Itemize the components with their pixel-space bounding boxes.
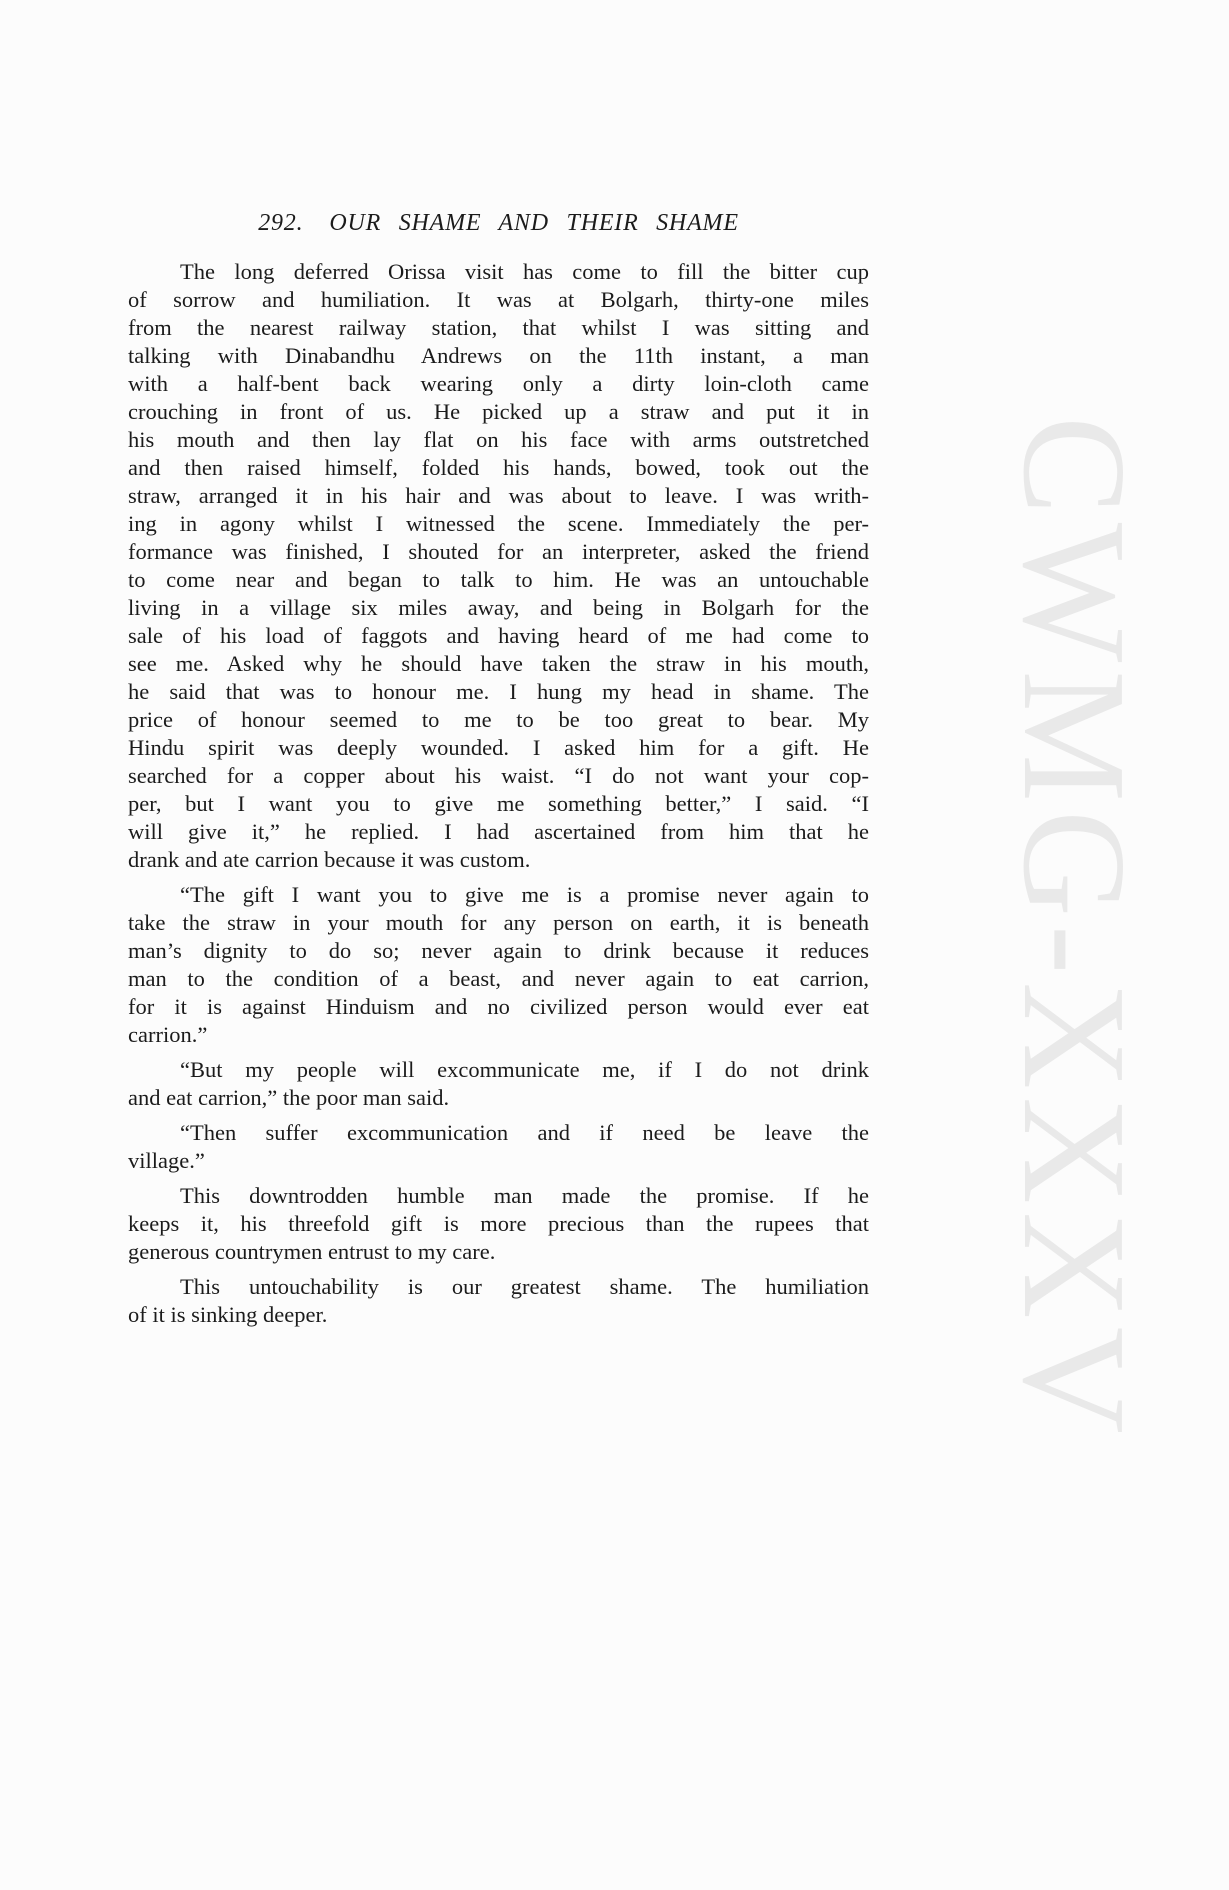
text-line: “But my people will excommunicate me, if I do not drink bbox=[180, 1057, 869, 1082]
text-line: man to the condition of a beast, and never again to eat carrion, bbox=[128, 966, 869, 991]
text-line: of sorrow and humiliation. It was at Bolgarh, thirty-one miles bbox=[128, 287, 869, 312]
text-line: per, but I want you to give me something better,” I said. “I bbox=[128, 791, 869, 816]
text-line: crouching in front of us. He picked up a straw and put it in bbox=[128, 399, 869, 424]
paragraph bbox=[128, 1273, 869, 1329]
text-line: “The gift I want you to give me is a promise never again to bbox=[180, 882, 869, 907]
text-line: from the nearest railway station, that whilst I was sitting and bbox=[128, 315, 869, 340]
text-line: carrion.” bbox=[128, 1022, 208, 1047]
paragraph bbox=[128, 1056, 869, 1112]
text-line: Hindu spirit was deeply wounded. I asked him for a gift. He bbox=[128, 735, 869, 760]
text-line: straw, arranged it in his hair and was about to leave. I was writh- bbox=[128, 483, 869, 508]
text-line: will give it,” he replied. I had ascertained from him that he bbox=[128, 819, 869, 844]
text-line: This untouchability is our greatest shame. The humiliation bbox=[180, 1274, 869, 1299]
paragraph bbox=[128, 1182, 869, 1266]
text-line: and then raised himself, folded his hands, bowed, took out the bbox=[128, 455, 869, 480]
text-line: talking with Dinabandhu Andrews on the 11th instant, a man bbox=[128, 343, 869, 368]
text-line: formance was finished, I shouted for an interpreter, asked the friend bbox=[128, 539, 869, 564]
text-line: The long deferred Orissa visit has come to fill the bitter cup bbox=[180, 259, 869, 284]
chapter-number: 292. bbox=[258, 210, 304, 236]
watermark-text: CWMG-XXXV bbox=[992, 416, 1156, 1442]
text-line: man’s dignity to do so; never again to drink because it reduces bbox=[128, 938, 869, 963]
chapter-title: OUR SHAME AND THEIR SHAME bbox=[329, 210, 739, 236]
text-line: drank and ate carrion because it was custom. bbox=[128, 847, 531, 872]
text-line: he said that was to honour me. I hung my head in shame. The bbox=[128, 679, 869, 704]
text-line: sale of his load of faggots and having heard of me had come to bbox=[128, 623, 869, 648]
text-line: village.” bbox=[128, 1148, 205, 1173]
text-line: This downtrodden humble man made the promise. If he bbox=[180, 1183, 869, 1208]
text-line: and eat carrion,” the poor man said. bbox=[128, 1085, 450, 1110]
paragraph bbox=[128, 1119, 869, 1175]
text-line: his mouth and then lay flat on his face with arms outstretched bbox=[128, 427, 869, 452]
text-line: “Then suffer excommunication and if need be leave the bbox=[180, 1120, 869, 1145]
text-line: price of honour seemed to me to be too great to bear. My bbox=[128, 707, 869, 732]
chapter-heading bbox=[128, 210, 869, 237]
text-line: of it is sinking deeper. bbox=[128, 1302, 328, 1327]
text-line: see me. Asked why he should have taken the straw in his mouth, bbox=[128, 651, 869, 676]
text-line: generous countrymen entrust to my care. bbox=[128, 1239, 496, 1264]
text-line: ing in agony whilst I witnessed the scene. Immediately the per- bbox=[128, 511, 869, 536]
text-line: keeps it, his threefold gift is more precious than the rupees that bbox=[128, 1211, 869, 1236]
paragraph bbox=[128, 881, 869, 1049]
text-line: to come near and began to talk to him. He was an untouchable bbox=[128, 567, 869, 592]
text-line: living in a village six miles away, and being in Bolgarh for the bbox=[128, 595, 869, 620]
text-line: searched for a copper about his waist. “I do not want your cop- bbox=[128, 763, 869, 788]
text-line: with a half-bent back wearing only a dirty loin-cloth came bbox=[128, 371, 869, 396]
text-line: for it is against Hinduism and no civilized person would ever eat bbox=[128, 994, 869, 1019]
text-line: take the straw in your mouth for any person on earth, it is beneath bbox=[128, 910, 869, 935]
paragraph bbox=[128, 258, 869, 874]
body-text bbox=[128, 258, 869, 1329]
